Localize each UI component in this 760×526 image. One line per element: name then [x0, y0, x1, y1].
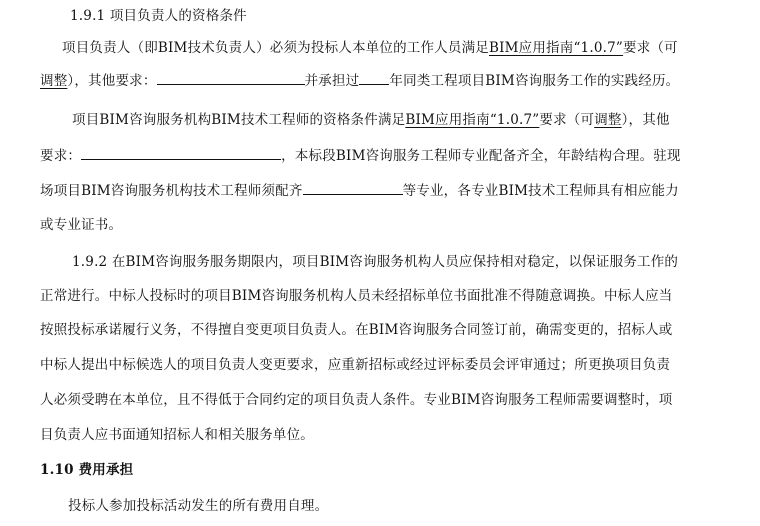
- paragraph-2-line-4: 或专业证书。: [40, 217, 123, 233]
- text-span: ），其他: [621, 112, 670, 128]
- paragraph-1-line-2: [40, 70, 679, 91]
- text-span: 项目BIM咨询服务机构BIM技术工程师的资格条件满足: [72, 112, 406, 128]
- paragraph-1-line-1: [62, 38, 678, 58]
- adjust-note: 调整: [594, 112, 622, 128]
- paragraph-2-line-1: [72, 110, 670, 130]
- section-1-9-2-line-1: 1.9.2 在BIM咨询服务服务期限内，项目BIM咨询服务机构人员应保持相对稳定，以保证服务工作的: [72, 254, 679, 270]
- paragraph-2-line-3: [40, 180, 679, 201]
- text-span: 要求：: [40, 148, 82, 164]
- specialties-blank[interactable]: [303, 180, 403, 195]
- paragraph-2-line-2: [40, 145, 681, 166]
- text-span: 年同类工程项目BIM咨询服务工作的实践经历。: [389, 73, 680, 89]
- bim-guide-reference: BIM应用指南“1.0.7”: [405, 112, 540, 128]
- section-1-9-2-line-3: 按照投标承诺履行义务，不得擅自变更项目负责人。在BIM咨询服务合同签订前，确需变更的，招标人或: [40, 322, 673, 338]
- section-1-10-heading: 1.10 费用承担: [40, 462, 134, 478]
- section-1-9-1-heading: 1.9.1 项目负责人的资格条件: [70, 8, 247, 24]
- section-1-9-2-line-4: 中标人提出中标候选人的项目负责人变更要求，应重新招标或经过评标委员会评审通过；所更换项目负责: [40, 357, 671, 373]
- section-1-9-2-line-6: 目负责人应书面通知招标人和相关服务单位。: [40, 427, 314, 443]
- section-1-9-2-line-2: 正常进行。中标人投标时的项目BIM咨询服务机构人员未经招标单位书面批准不得随意调换。中标人应当: [40, 288, 673, 304]
- text-span: ），其他要求：: [67, 73, 157, 89]
- other-requirements-blank[interactable]: [157, 70, 305, 85]
- text-span: 要求（可: [539, 112, 595, 128]
- engineer-requirements-blank[interactable]: [81, 145, 281, 160]
- section-1-10-text: 投标人参加投标活动发生的所有费用自理。: [68, 498, 329, 514]
- text-span: 并承担过: [304, 73, 360, 89]
- text-span: 要求（可: [623, 40, 678, 56]
- text-span: 等专业，各专业BIM技术工程师具有相应能力: [402, 183, 679, 199]
- years-blank[interactable]: [359, 70, 389, 85]
- bim-guide-reference: BIM应用指南“1.0.7”: [488, 40, 624, 56]
- text-span: 项目负责人（即BIM技术负责人）必须为投标人本单位的工作人员满足: [62, 40, 489, 56]
- adjust-note: 调整: [40, 73, 68, 89]
- text-span: 场项目BIM咨询服务机构技术工程师须配齐: [40, 183, 303, 199]
- section-1-9-2-line-5: 人必须受聘在本单位，且不得低于合同约定的项目负责人条件。专业BIM咨询服务工程师需要调整时，项: [40, 392, 673, 408]
- text-span: ，本标段BIM咨询服务工程师专业配备齐全，年龄结构合理。驻现: [281, 148, 681, 164]
